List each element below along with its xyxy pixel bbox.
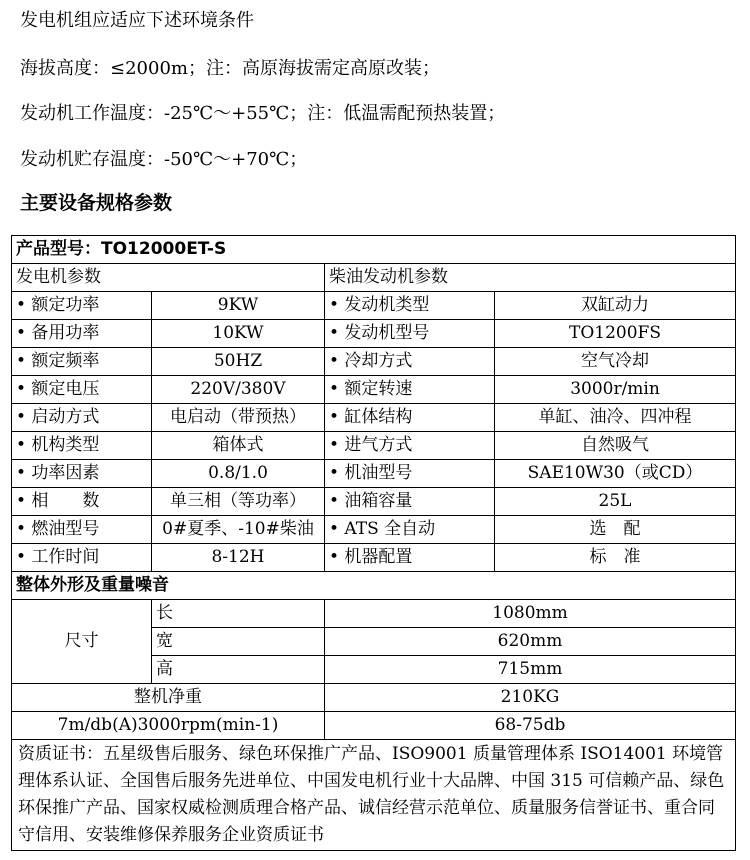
- dim-label-length: 长: [152, 600, 325, 628]
- gen-param-value: 单三相（等功率）: [152, 488, 325, 516]
- dims-weight-noise-header: 整体外形及重量噪音: [12, 572, 736, 600]
- eng-param-label: • 发动机型号: [325, 320, 495, 348]
- gen-param-value: 50HZ: [152, 348, 325, 376]
- model-row: [12, 236, 736, 264]
- certifications-text: 资质证书：五星级售后服务、绿色环保推广产品、ISO9001 质量管理体系 ISO14001 环境管理体系认证、全国售后服务先进单位、中国发电机行业十大品牌、中国 315 可信赖产品、绿色环保推广产品、国家权威检测质理合格产品、诚信经营示范单位、质量服务信誉证书、重合同守信用、安装维修保养服务企业资质证书: [12, 740, 736, 851]
- table-row: [12, 516, 736, 544]
- gen-param-label: • 备用功率: [12, 320, 152, 348]
- product-model: 产品型号：TO12000ET-S: [12, 236, 736, 264]
- gen-param-value: 电启动（带预热）: [152, 404, 325, 432]
- table-row: [12, 544, 736, 572]
- table-row: [12, 432, 736, 460]
- gen-param-label: • 额定电压: [12, 376, 152, 404]
- dim-value-width: 620mm: [325, 628, 736, 656]
- param-header-row: [12, 264, 736, 292]
- eng-param-label: • 油箱容量: [325, 488, 495, 516]
- eng-param-label: • 发动机类型: [325, 292, 495, 320]
- gen-param-value: 0#夏季、-10#柴油: [152, 516, 325, 544]
- spec-table: [11, 235, 736, 851]
- certs-row: [12, 740, 736, 851]
- eng-param-label: • 进气方式: [325, 432, 495, 460]
- gen-param-value: 9KW: [152, 292, 325, 320]
- weight-value: 210KG: [325, 684, 736, 712]
- engine-params-header: 柴油发动机参数: [325, 264, 736, 292]
- eng-param-label: • 额定转速: [325, 376, 495, 404]
- table-row: [12, 376, 736, 404]
- size-label: 尺寸: [12, 600, 152, 684]
- gen-param-value: 220V/380V: [152, 376, 325, 404]
- gen-param-value: 箱体式: [152, 432, 325, 460]
- table-row: [12, 320, 736, 348]
- dim-value-height: 715mm: [325, 656, 736, 684]
- table-row: [12, 404, 736, 432]
- eng-param-value: TO1200FS: [495, 320, 736, 348]
- intro-line-2: 海拔高度：≤2000m；注：高原海拔需定高原改装；: [20, 58, 440, 79]
- eng-param-value: 25L: [495, 488, 736, 516]
- intro-line-4: 发动机贮存温度：-50℃～+70℃；: [20, 149, 308, 170]
- section-heading: 主要设备规格参数: [20, 192, 173, 214]
- eng-param-value: 标 准: [495, 544, 736, 572]
- eng-param-value: SAE10W30（或CD）: [495, 460, 736, 488]
- gen-param-value: 10KW: [152, 320, 325, 348]
- table-row: [12, 292, 736, 320]
- dims-header-row: [12, 572, 736, 600]
- eng-param-value: 3000r/min: [495, 376, 736, 404]
- generator-params-header: 发电机参数: [12, 264, 325, 292]
- table-row: [12, 684, 736, 712]
- table-row: [12, 488, 736, 516]
- eng-param-label: • 机油型号: [325, 460, 495, 488]
- weight-label: 整机净重: [12, 684, 325, 712]
- gen-param-label: • 相 数: [12, 488, 152, 516]
- eng-param-label: • ATS 全自动: [325, 516, 495, 544]
- gen-param-label: • 机构类型: [12, 432, 152, 460]
- eng-param-value: 空气冷却: [495, 348, 736, 376]
- eng-param-label: • 冷却方式: [325, 348, 495, 376]
- gen-param-label: • 功率因素: [12, 460, 152, 488]
- table-row: [12, 460, 736, 488]
- gen-param-label: • 工作时间: [12, 544, 152, 572]
- table-row: [12, 600, 736, 628]
- gen-param-label: • 燃油型号: [12, 516, 152, 544]
- eng-param-value: 双缸动力: [495, 292, 736, 320]
- dim-value-length: 1080mm: [325, 600, 736, 628]
- dim-label-height: 高: [152, 656, 325, 684]
- gen-param-value: 0.8/1.0: [152, 460, 325, 488]
- table-row: [12, 712, 736, 740]
- intro-line-1: 发电机组应适应下述环境条件: [20, 10, 254, 31]
- eng-param-label: • 缸体结构: [325, 404, 495, 432]
- intro-line-3: 发动机工作温度：-25℃～+55℃；注：低温需配预热装置；: [20, 103, 506, 124]
- gen-param-value: 8-12H: [152, 544, 325, 572]
- eng-param-value: 自然吸气: [495, 432, 736, 460]
- noise-label: 7m/db(A)3000rpm(min-1): [12, 712, 325, 740]
- gen-param-label: • 启动方式: [12, 404, 152, 432]
- noise-value: 68-75db: [325, 712, 736, 740]
- dim-label-width: 宽: [152, 628, 325, 656]
- gen-param-label: • 额定功率: [12, 292, 152, 320]
- gen-param-label: • 额定频率: [12, 348, 152, 376]
- eng-param-value: 单缸、油冷、四冲程: [495, 404, 736, 432]
- eng-param-value: 选 配: [495, 516, 736, 544]
- eng-param-label: • 机器配置: [325, 544, 495, 572]
- table-row: [12, 348, 736, 376]
